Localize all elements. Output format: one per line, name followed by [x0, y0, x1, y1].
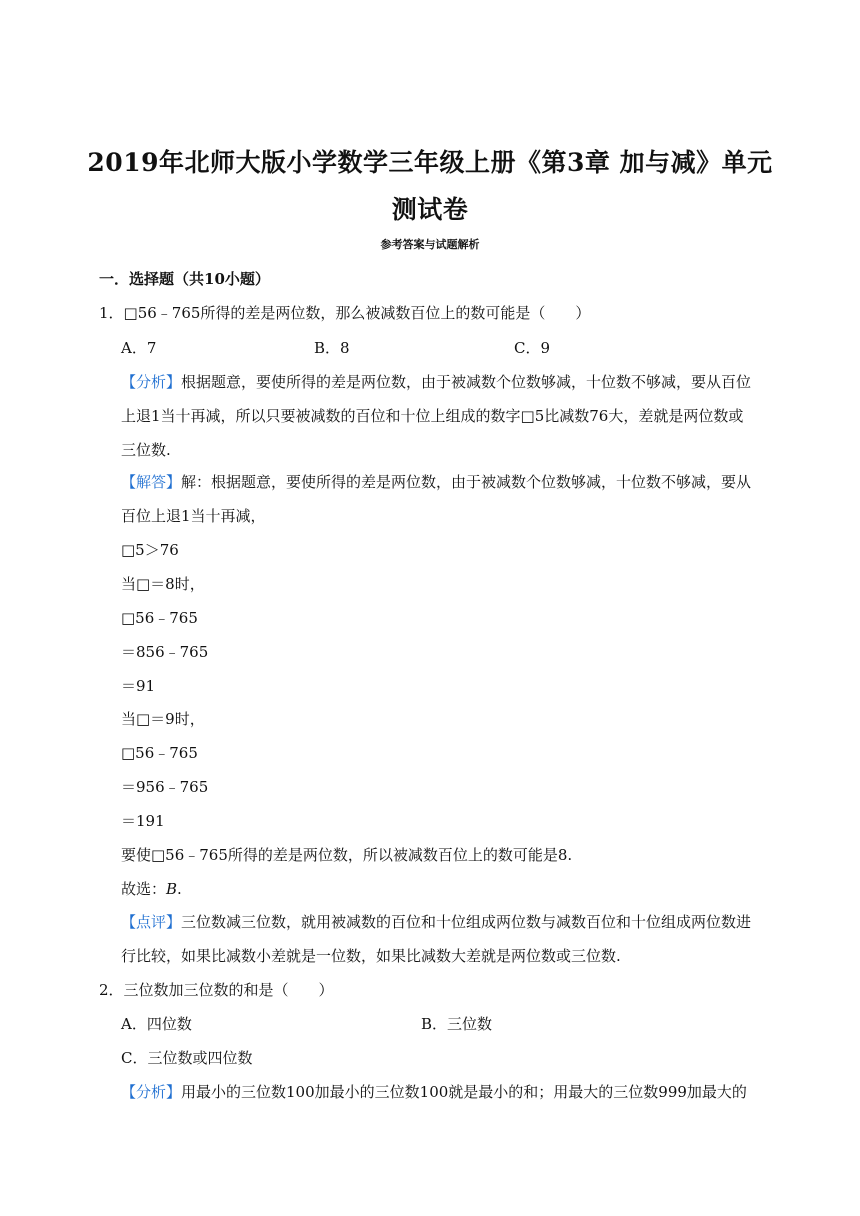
q1-solution-line2: 百位上退1当十再减，	[121, 507, 266, 525]
q1-review-line2: 行比较，如果比减数小差就是一位数，如果比减数大差就是两位数或三位数.	[121, 947, 621, 965]
doc-title-line2: 测试卷	[391, 195, 469, 224]
section-heading: 一．选择题（共10小题）	[99, 270, 270, 288]
q2-analysis-line1	[121, 1081, 747, 1102]
q1-step: ＝191	[121, 812, 165, 830]
q1-option-b: B．8	[314, 339, 350, 357]
q1-step: □56﹣765	[121, 744, 198, 762]
q1-analysis-line2: 上退1当十再减，所以只要被减数的百位和十位上组成的数字□5比减数76大，差就是两位数或	[121, 407, 744, 425]
q1-review-line1	[121, 911, 751, 932]
q1-option-a: A．7	[121, 339, 157, 357]
q1-conclusion: 要使□56﹣765所得的差是两位数，所以被减数百位上的数可能是8.	[121, 846, 573, 864]
q1-option-c: C．9	[514, 339, 551, 357]
q1-step: 当□＝8时，	[121, 575, 205, 593]
q1-analysis-text1: 根据题意，要使所得的差是两位数，由于被减数个位数够减，十位数不够减，要从百位	[181, 373, 752, 391]
doc-subtitle: 参考答案与试题解析	[380, 238, 480, 251]
q2-stem: 2．三位数加三位数的和是（ ）	[99, 981, 334, 999]
q2-option-a: A．四位数	[121, 1015, 192, 1033]
q2-option-c: C．三位数或四位数	[121, 1049, 253, 1067]
q1-step: ＝856﹣765	[121, 643, 209, 661]
q1-review-text1: 三位数减三位数，就用被减数的百位和十位组成两位数与减数百位和十位组成两位数进	[181, 913, 752, 931]
q1-step: □5＞76	[121, 541, 179, 559]
answer-prefix: 故选：	[121, 880, 167, 898]
q1-analysis-line3: 三位数.	[121, 441, 171, 459]
q1-solution-text1: 解：根据题意，要使所得的差是两位数，由于被减数个位数够减，十位数不够减，要从	[181, 473, 752, 491]
answer-suffix: .	[177, 880, 182, 898]
q1-answer	[121, 878, 182, 899]
q1-solution-line1	[121, 471, 751, 492]
answer-value: B	[166, 880, 178, 898]
q1-stem: 1．□56﹣765所得的差是两位数，那么被减数百位上的数可能是（ ）	[99, 304, 591, 322]
q1-step: □56﹣765	[121, 609, 198, 627]
q1-step: ＝956﹣765	[121, 778, 209, 796]
q2-option-b: B．三位数	[421, 1015, 493, 1033]
q1-step: ＝91	[121, 677, 156, 695]
analysis-tag: 【分析】	[121, 1083, 182, 1101]
review-tag: 【点评】	[121, 913, 182, 931]
q2-analysis-text1: 用最小的三位数100加最小的三位数100就是最小的和；用最大的三位数999加最大的	[181, 1083, 747, 1101]
solution-tag: 【解答】	[121, 473, 182, 491]
q1-analysis-line1	[121, 371, 751, 392]
analysis-tag: 【分析】	[121, 373, 182, 391]
q1-step: 当□＝9时，	[121, 710, 205, 728]
doc-title-line1: 2019年北师大版小学数学三年级上册《第3章 加与减》单元	[87, 148, 773, 177]
